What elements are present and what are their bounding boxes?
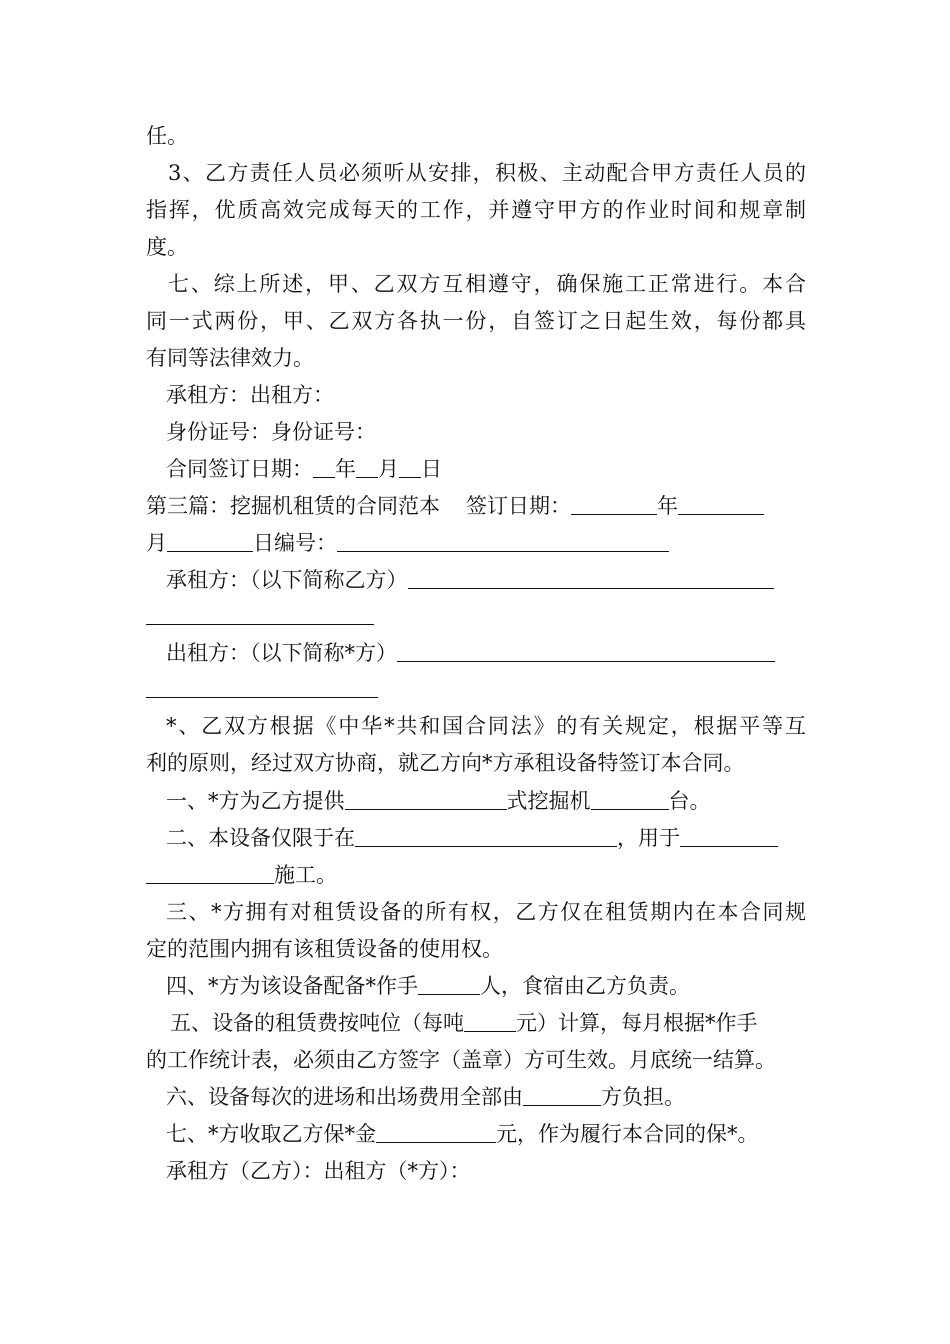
clause-7-line: [166, 1121, 759, 1147]
sign-month-blank: [678, 494, 764, 515]
paragraph-line: 利的原则，经过双方协商，就乙方向*方承租设备特签订本合同。: [146, 751, 745, 775]
sign-year-blank: [571, 494, 657, 515]
lessor-blank: [397, 641, 775, 662]
paragraph-line: 任。: [146, 124, 188, 148]
paragraph-line: 三、*方拥有对租赁设备的所有权，乙方仅在租赁期内在本合同规: [166, 900, 806, 924]
sign-month-label: 月: [146, 531, 167, 555]
lessor-line: [166, 640, 775, 666]
month-blank: [356, 457, 378, 478]
paragraph-line: 的工作统计表，必须由乙方签字（盖章）方可生效。月底统一结算。: [146, 1048, 776, 1072]
clause-4-text-b: 人，食宿由乙方负责。: [480, 974, 690, 998]
clause-4-line: [166, 973, 690, 999]
year-blank: [313, 457, 335, 478]
lessee-line: [166, 567, 774, 593]
sign-date-continued-line: [146, 530, 669, 556]
clause-1-text-c: 台。: [668, 789, 711, 813]
signature-parties-line: 承租方：出租方：: [166, 383, 334, 407]
paragraph-line: *、乙双方根据《中华*共和国合同法》的有关规定，根据平等互: [166, 714, 806, 738]
location-blank: [355, 826, 617, 847]
excavator-count-blank: [591, 789, 669, 810]
clause-7-text: 七、*方收取乙方保*金: [166, 1122, 376, 1146]
clause-4-text: 四、*方为该设备配备*作手: [166, 974, 418, 998]
contract-number-label: 日编号：: [253, 531, 337, 555]
lessor-blank-continued: [146, 697, 378, 698]
paragraph-line: 有同等法律效力。: [146, 346, 314, 370]
clause-2-text-b: ，用于: [617, 826, 680, 850]
deposit-blank: [376, 1122, 496, 1143]
clause-1-text-b: 式挖掘机: [506, 789, 591, 813]
clause-6-text-b: 方负担。: [601, 1085, 685, 1109]
fee-party-blank: [523, 1085, 601, 1106]
clause-2-text: 二、本设备仅限于在: [166, 826, 355, 850]
lessee-label: 承租方：（以下简称乙方）: [166, 568, 408, 592]
day-blank: [399, 457, 421, 478]
clause-6-line: [166, 1084, 685, 1110]
lessee-blank-continued: [146, 624, 374, 625]
clause-7-text-b: 元，作为履行本合同的保*。: [496, 1122, 759, 1146]
clause-5-text-b: 元）计算，每月根据*作手: [516, 1011, 758, 1035]
paragraph-line: 度。: [146, 235, 188, 259]
clause-2-text-c: 施工。: [274, 863, 337, 887]
year-label: 年: [335, 457, 356, 481]
lessee-blank: [408, 568, 774, 589]
purpose-blank-continued: [146, 863, 274, 884]
clause-5-line: [170, 1010, 758, 1036]
contract-date-label: 合同签订日期：: [166, 457, 313, 481]
clause-2-line: [166, 825, 778, 851]
signature-parties-line: 承租方（乙方）：出租方（*方）：: [166, 1159, 471, 1183]
contract-number-blank: [337, 531, 669, 552]
contract-date-line: [166, 456, 442, 482]
clause-6-text: 六、设备每次的进场和出场费用全部由: [166, 1085, 523, 1109]
sign-year-label: 年: [657, 494, 678, 518]
section-title: 第三篇：挖掘机租赁的合同范本: [146, 494, 440, 518]
sign-day-blank: [167, 531, 253, 552]
clause-1-line: [166, 788, 711, 814]
paragraph-line: 指挥，优质高效完成每天的工作，并遵守甲方的作业时间和规章制: [146, 198, 806, 222]
clause-2-continued-line: [146, 862, 337, 888]
lessor-label: 出租方：（以下简称*方）: [166, 641, 397, 665]
paragraph-line: 七、综上所述，甲、乙双方互相遵守，确保施工正常进行。本合: [168, 272, 806, 296]
clause-5-text: 五、设备的租赁费按吨位（每吨: [170, 1011, 464, 1035]
month-label: 月: [378, 457, 399, 481]
excavator-model-blank: [345, 789, 507, 810]
section-heading-line: [146, 493, 764, 519]
id-number-line: 身份证号：身份证号：: [166, 420, 376, 444]
paragraph-line: 定的范围内拥有该租赁设备的使用权。: [146, 937, 503, 961]
purpose-blank: [680, 826, 778, 847]
sign-date-label: 签订日期：: [466, 494, 571, 518]
day-label: 日: [421, 457, 442, 481]
clause-1-text: 一、*方为乙方提供: [166, 789, 345, 813]
operator-count-blank: [418, 974, 480, 995]
paragraph-line: 同一式两份，甲、乙双方各执一份，自签订之日起生效，每份都具: [146, 309, 806, 333]
paragraph-line: 3、乙方责任人员必须听从安排，积极、主动配合甲方责任人员的: [168, 161, 806, 185]
price-per-ton-blank: [464, 1011, 516, 1032]
